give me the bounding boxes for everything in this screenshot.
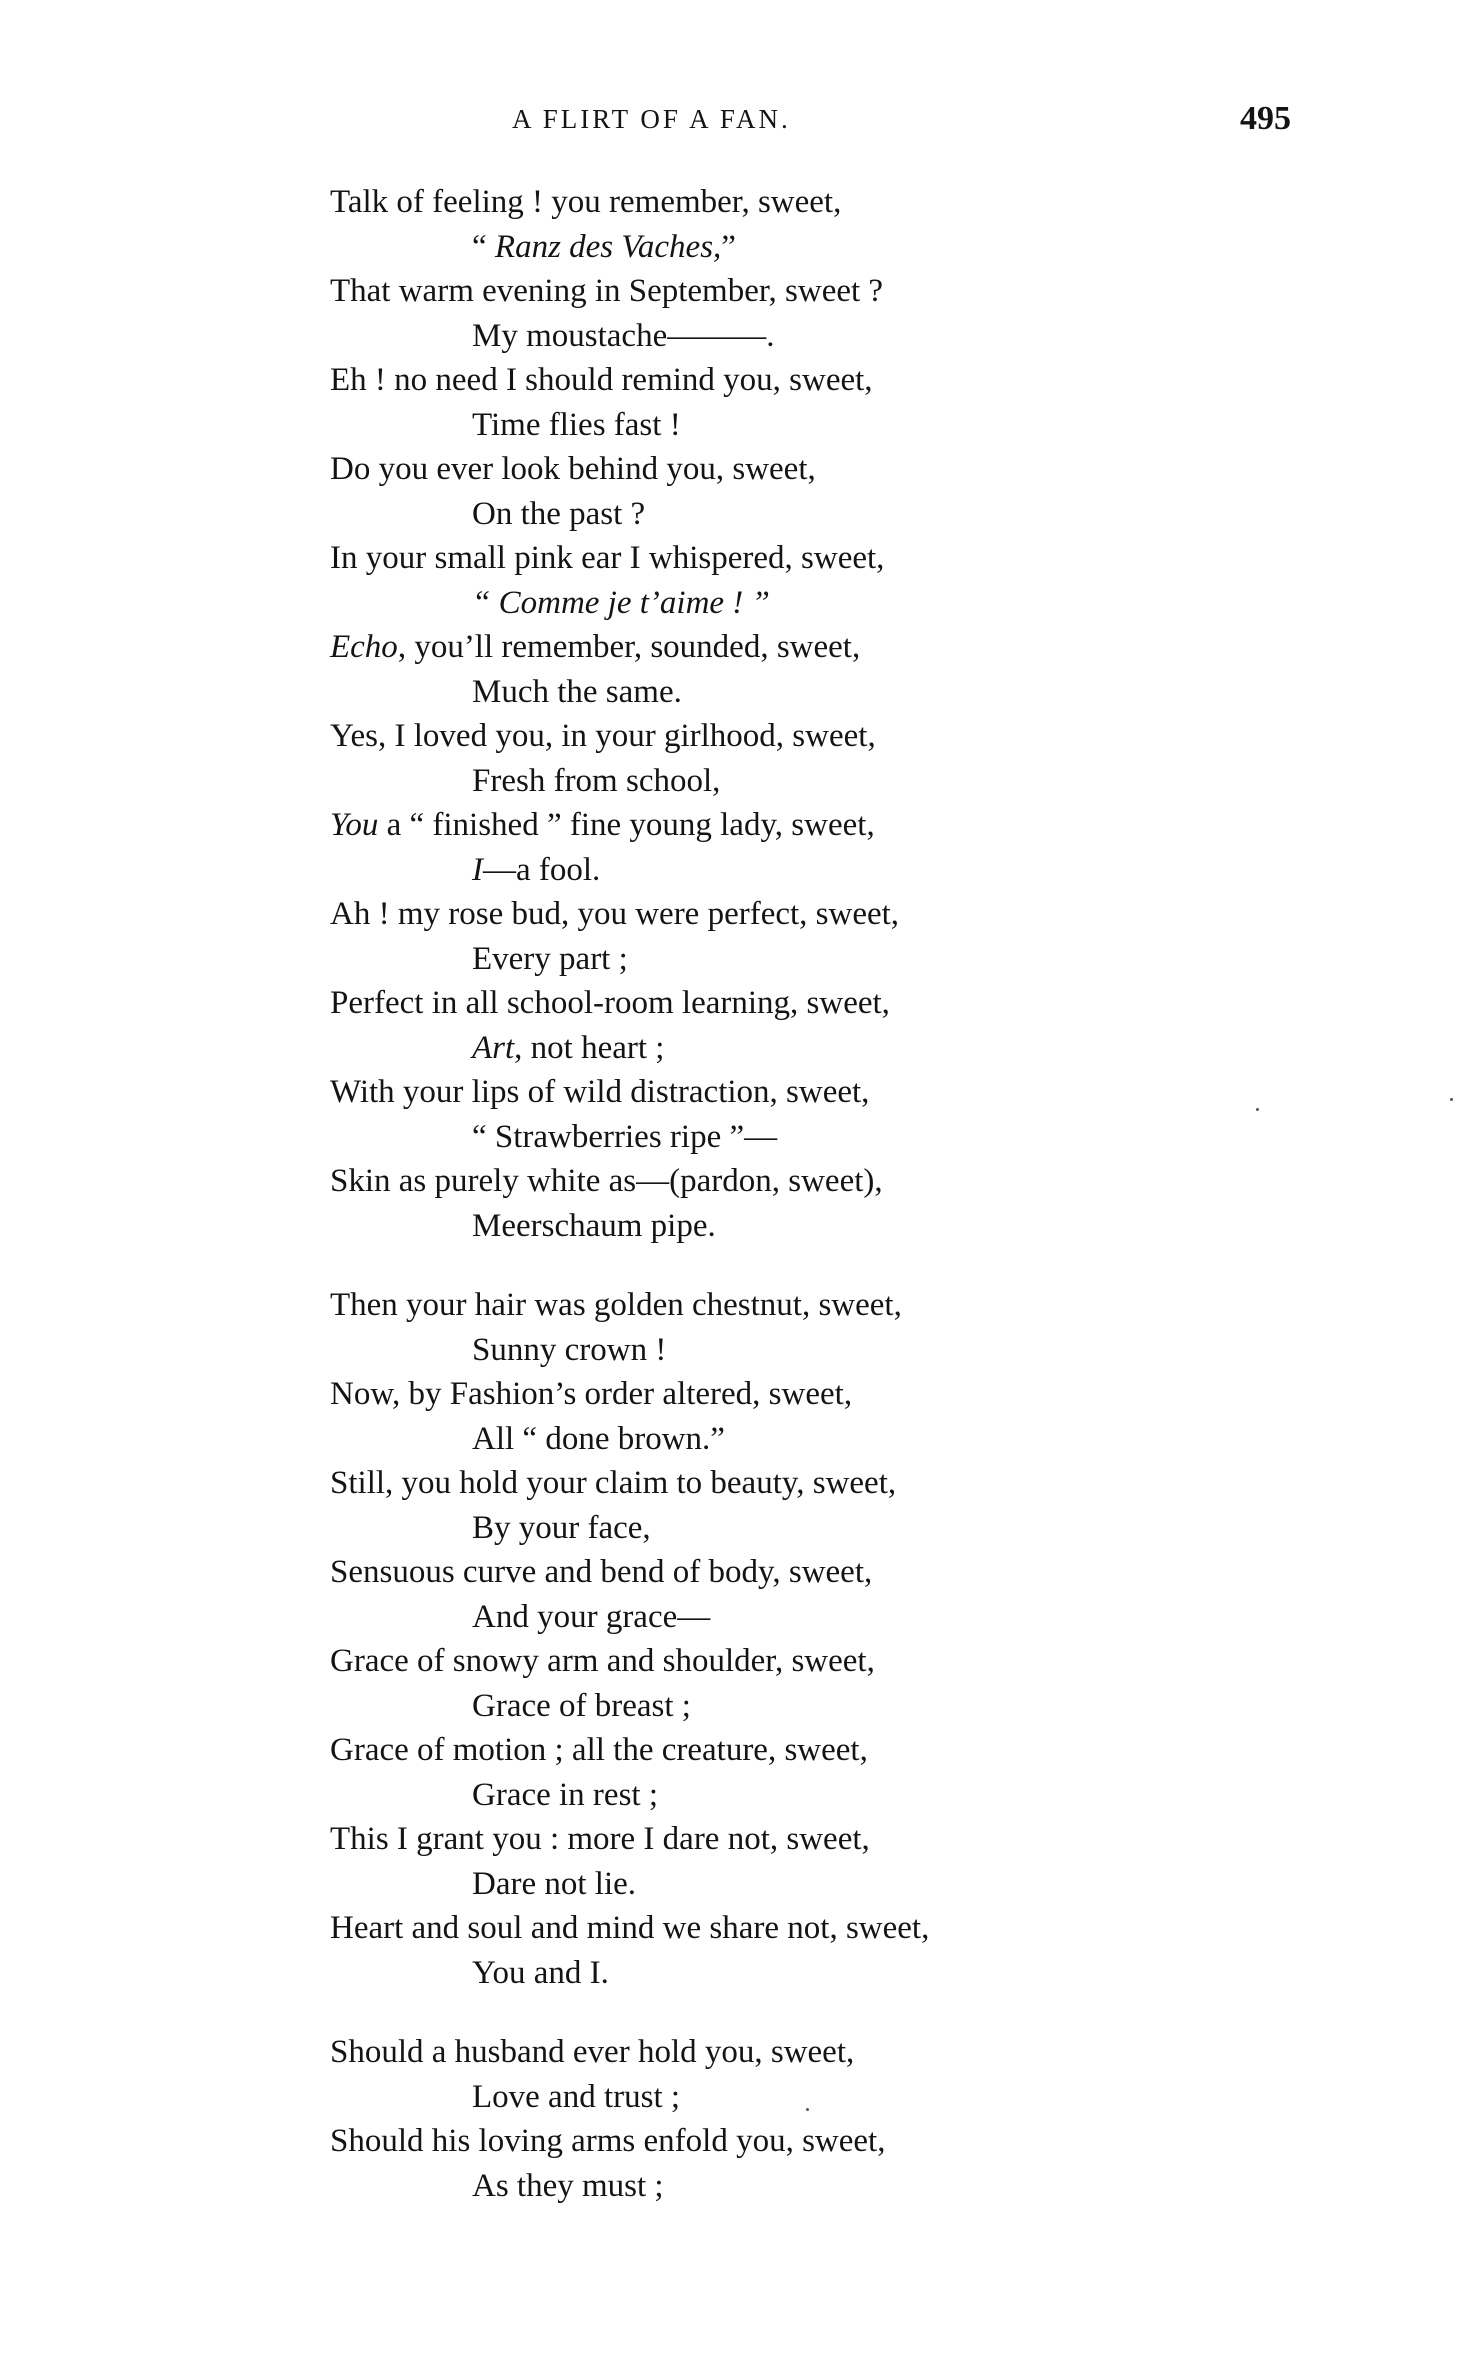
line-text: Grace of motion ; all the creature, sweet,: [330, 1732, 868, 1768]
poem-line: [330, 981, 1350, 1026]
poem-line-indented: [330, 1506, 1350, 1551]
poem-line: [330, 1283, 1350, 1328]
line-text: Eh ! no need I should remind you, sweet,: [330, 362, 873, 398]
line-text: Grace of breast ;: [472, 1687, 691, 1724]
poem-line: [330, 892, 1350, 937]
poem-line: [330, 2119, 1350, 2164]
poem-line-indented: [330, 2164, 1350, 2209]
line-text: Grace of snowy arm and shoulder, sweet,: [330, 1643, 875, 1679]
line-text: Still, you hold your claim to beauty, sweet,: [330, 1465, 897, 1501]
line-text: , you’ll remember, sounded, sweet,: [397, 629, 861, 665]
poem-line-indented: [330, 403, 1350, 448]
line-text: That warm evening in September, sweet ?: [330, 273, 884, 309]
paper-speck: [1450, 1098, 1453, 1101]
page-number: 495: [1240, 100, 1291, 137]
line-text: Talk of feeling ! you remember, sweet,: [330, 184, 842, 220]
line-text: You and I.: [472, 1954, 609, 1991]
line-text: Fresh from school,: [472, 762, 721, 799]
italic-text: Art: [472, 1029, 515, 1066]
italic-text: Echo: [330, 629, 398, 665]
paper-speck: [806, 2108, 809, 2111]
poem-line: [330, 2030, 1350, 2075]
line-text: Meerschaum pipe.: [472, 1207, 716, 1244]
line-text: Sensuous curve and bend of body, sweet,: [330, 1554, 873, 1590]
line-text: Sunny crown !: [472, 1331, 667, 1368]
poem-line: [330, 1070, 1350, 1115]
poem-line: [330, 1372, 1350, 1417]
line-text: Then your hair was golden chestnut, sweet,: [330, 1287, 902, 1323]
line-text: With your lips of wild distraction, sweet,: [330, 1074, 870, 1110]
line-text: Skin as purely white as—(pardon, sweet),: [330, 1163, 883, 1199]
poem-line-indented: [330, 1862, 1350, 1907]
line-text: Time flies fast !: [472, 406, 681, 443]
line-text: Much the same.: [472, 673, 682, 710]
line-text: On the past ?: [472, 495, 646, 532]
poem-line-indented: [330, 937, 1350, 982]
line-text: Grace in rest ;: [472, 1776, 658, 1813]
poem-line: [330, 180, 1350, 225]
stanza: [330, 2030, 1350, 2208]
stanza: [330, 1283, 1350, 1995]
line-text: Dare not lie.: [472, 1865, 637, 1902]
stanza: [330, 180, 1350, 1248]
line-text: ”: [721, 228, 736, 265]
poem-line-indented: [330, 1115, 1350, 1160]
line-text: a “ finished ” fine young lady, sweet,: [378, 807, 875, 843]
line-text: As they must ;: [472, 2167, 664, 2204]
poem-line-indented: [330, 848, 1350, 893]
line-text: Perfect in all school-room learning, sweet,: [330, 985, 890, 1021]
line-text: Ah ! my rose bud, you were perfect, sweet,: [330, 896, 900, 932]
poem-line: [330, 1461, 1350, 1506]
paper-speck: [1256, 1108, 1259, 1111]
line-text: And your grace—: [472, 1598, 711, 1635]
italic-text: You: [330, 807, 379, 843]
line-text: Should his loving arms enfold you, sweet,: [330, 2123, 886, 2159]
italic-text: Ranz des Vaches,: [494, 228, 722, 265]
line-text: , not heart ;: [514, 1029, 665, 1066]
line-text: By your face,: [472, 1509, 651, 1546]
poem-line-indented: [330, 1026, 1350, 1071]
line-text: “: [472, 228, 495, 265]
poem-line-indented: [330, 314, 1350, 359]
running-head: [0, 100, 1470, 140]
line-text: Yes, I loved you, in your girlhood, sweet,: [330, 718, 876, 754]
line-text: Every part ;: [472, 940, 628, 977]
poem-line: [330, 803, 1350, 848]
poem-line-indented: [330, 225, 1350, 270]
poem-line: [330, 536, 1350, 581]
line-text: Should a husband ever hold you, sweet,: [330, 2034, 855, 2070]
line-text: —a fool.: [483, 851, 601, 888]
poem-line-indented: [330, 2075, 1350, 2120]
line-text: Heart and soul and mind we share not, sweet,: [330, 1910, 930, 1946]
poem-line-indented: [330, 1595, 1350, 1640]
poem-line: [330, 1639, 1350, 1684]
line-text: Now, by Fashion’s order altered, sweet,: [330, 1376, 853, 1412]
poem-line-indented: [330, 1773, 1350, 1818]
poem-line: [330, 269, 1350, 314]
line-text: Love and trust ;: [472, 2078, 681, 2115]
line-text: My moustache———.: [472, 317, 775, 354]
poem-line-indented: [330, 759, 1350, 804]
poem-line-indented: [330, 1328, 1350, 1373]
poem-line: [330, 1728, 1350, 1773]
italic-text: I: [472, 851, 483, 888]
poem-line-indented: [330, 1417, 1350, 1462]
poem-line: [330, 1817, 1350, 1862]
poem-line-indented: [330, 581, 1350, 626]
poem-line: [330, 625, 1350, 670]
poem-line: [330, 358, 1350, 403]
italic-text: “ Comme je t’aime ! ”: [472, 584, 770, 621]
poem-line: [330, 714, 1350, 759]
poem-line-indented: [330, 1204, 1350, 1249]
poem-line-indented: [330, 670, 1350, 715]
poem-line: [330, 447, 1350, 492]
poem-line-indented: [330, 1951, 1350, 1996]
line-text: In your small pink ear I whispered, sweet,: [330, 540, 885, 576]
line-text: Do you ever look behind you, sweet,: [330, 451, 816, 487]
line-text: All “ done brown.”: [472, 1420, 725, 1457]
line-text: “ Strawberries ripe ”—: [472, 1118, 778, 1155]
poem-line: [330, 1550, 1350, 1595]
poem-line: [330, 1906, 1350, 1951]
running-title: A FLIRT OF A FAN.: [512, 104, 791, 134]
poem-body: [330, 180, 1350, 2208]
poem-line-indented: [330, 1684, 1350, 1729]
poem-line-indented: [330, 492, 1350, 537]
line-text: This I grant you : more I dare not, sweet,: [330, 1821, 870, 1857]
poem-line: [330, 1159, 1350, 1204]
